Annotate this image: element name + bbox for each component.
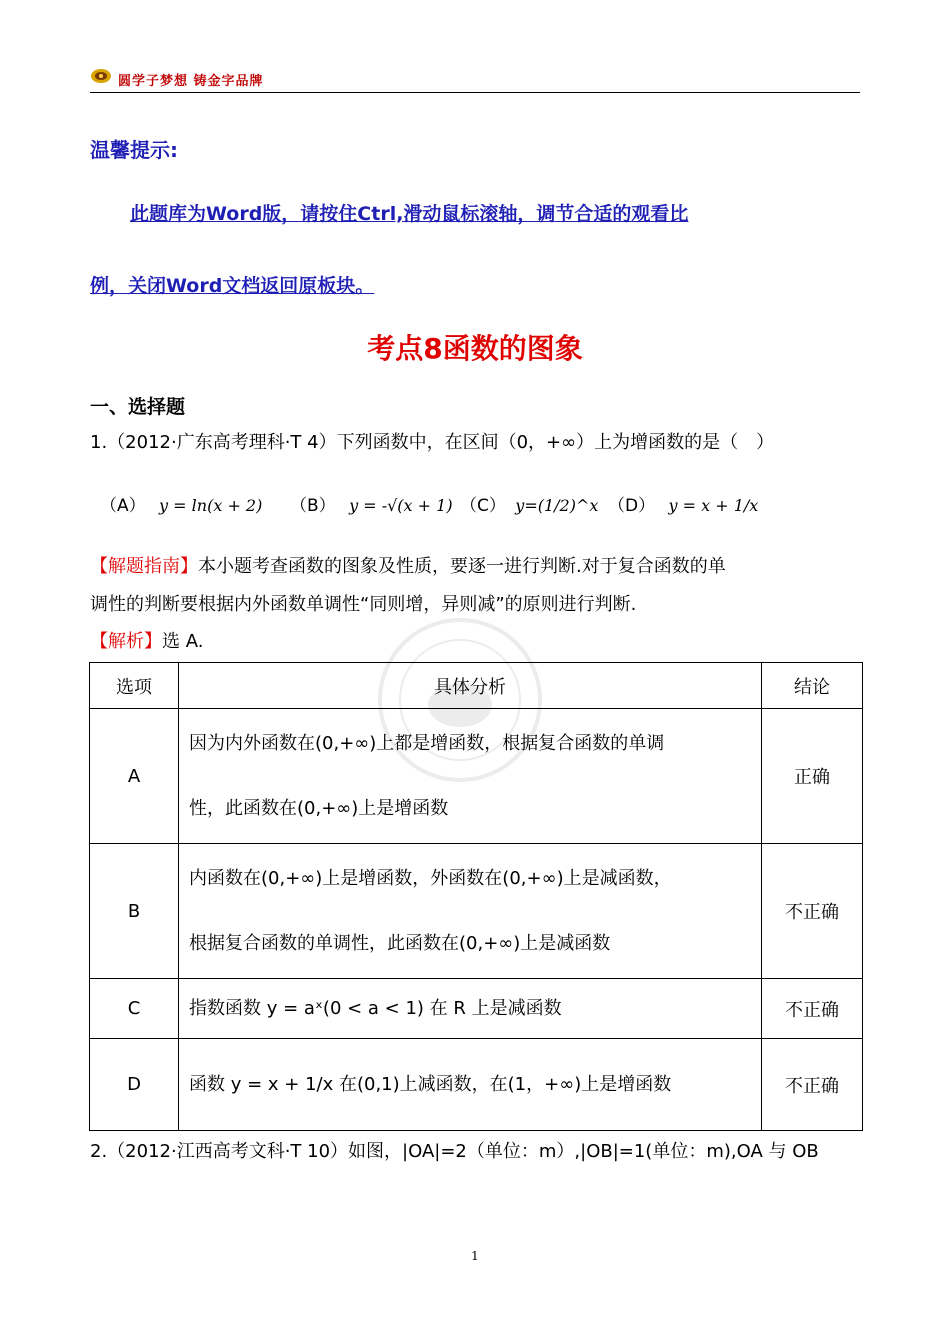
- tip-line-2[interactable]: 例，关闭Word文档返回原板块。: [90, 275, 375, 297]
- row-option: D: [90, 1039, 179, 1131]
- table-header-row: [90, 663, 863, 709]
- option-b: [290, 491, 453, 516]
- table-row: [90, 1039, 863, 1131]
- answer-text: 选 A.: [162, 631, 204, 652]
- table-row: [90, 844, 863, 979]
- header-slogan: 圆学子梦想 铸金字品牌: [118, 74, 264, 89]
- row-conclusion: 不正确: [762, 844, 863, 979]
- option-d: [608, 491, 758, 516]
- question-1-stem: 1.（2012·广东高考理科·T 4）下列函数中，在区间（0，+∞）上为增函数的是（ ）: [90, 432, 775, 453]
- analysis-table: [89, 662, 863, 1131]
- row-analysis: [179, 709, 762, 844]
- option-b-label: （B）: [290, 496, 336, 516]
- guide-text-2: 调性的判断要根据内外函数单调性“同则增，异则减”的原则进行判断.: [90, 594, 637, 615]
- solution-guide: [90, 552, 726, 578]
- row-option: C: [90, 979, 179, 1039]
- table-row: [90, 979, 863, 1039]
- row-analysis-line: 性，此函数在(0,+∞)上是增函数: [189, 798, 449, 819]
- row-analysis-line: 根据复合函数的单调性，此函数在(0,+∞)上是减函数: [189, 933, 611, 954]
- option-b-expr: y = -√(x + 1): [349, 496, 453, 515]
- answer-tag: 【解析】: [90, 631, 162, 652]
- option-c: [460, 491, 598, 516]
- row-analysis: 指数函数 y = aˣ(0 < a < 1) 在 R 上是减函数: [179, 979, 762, 1039]
- table-row: [90, 709, 863, 844]
- header-option: 选项: [90, 663, 179, 709]
- row-option: B: [90, 844, 179, 979]
- row-analysis-line: 内函数在(0,+∞)上是增函数，外函数在(0,+∞)上是减函数，: [189, 867, 672, 889]
- option-c-expr: y=(1/2)^x: [515, 496, 599, 515]
- row-analysis: 函数 y = x + 1/x 在(0,1)上减函数，在(1，+∞)上是增函数: [179, 1039, 762, 1131]
- logo-icon: [90, 68, 112, 84]
- header-analysis: 具体分析: [179, 663, 762, 709]
- option-a-expr: y = ln(x + 2): [159, 496, 263, 515]
- guide-text-1: 本小题考查函数的图象及性质，要逐一进行判断.对于复合函数的单: [198, 556, 726, 577]
- row-analysis: [179, 844, 762, 979]
- option-d-expr: y = x + 1/x: [668, 496, 759, 515]
- row-analysis-line: 因为内外函数在(0,+∞)上都是增函数，根据复合函数的单调: [189, 732, 665, 754]
- page-title: 考点8函数的图象: [367, 332, 583, 365]
- section-heading: 一、选择题: [90, 396, 186, 418]
- page-number: 1: [471, 1249, 479, 1263]
- answer: [90, 627, 203, 653]
- row-conclusion: 不正确: [762, 979, 863, 1039]
- page-header: [90, 66, 860, 93]
- tip-line-1[interactable]: 此题库为Word版，请按住Ctrl,滑动鼠标滚轴，调节合适的观看比: [130, 203, 689, 225]
- option-c-label: （C）: [460, 496, 506, 516]
- option-a-label: （A）: [100, 496, 146, 516]
- question-2-stem: 2.（2012·江西高考文科·T 10）如图，|OA|=2（单位：m）,|OB|=1(单位：m),OA 与 OB: [90, 1141, 819, 1162]
- row-option: A: [90, 709, 179, 844]
- guide-tag: 【解题指南】: [90, 556, 198, 577]
- row-conclusion: 不正确: [762, 1039, 863, 1131]
- tip-title: 温馨提示:: [90, 138, 178, 162]
- option-d-label: （D）: [608, 496, 656, 516]
- row-conclusion: 正确: [762, 709, 863, 844]
- header-conclusion: 结论: [762, 663, 863, 709]
- option-a: [100, 491, 262, 516]
